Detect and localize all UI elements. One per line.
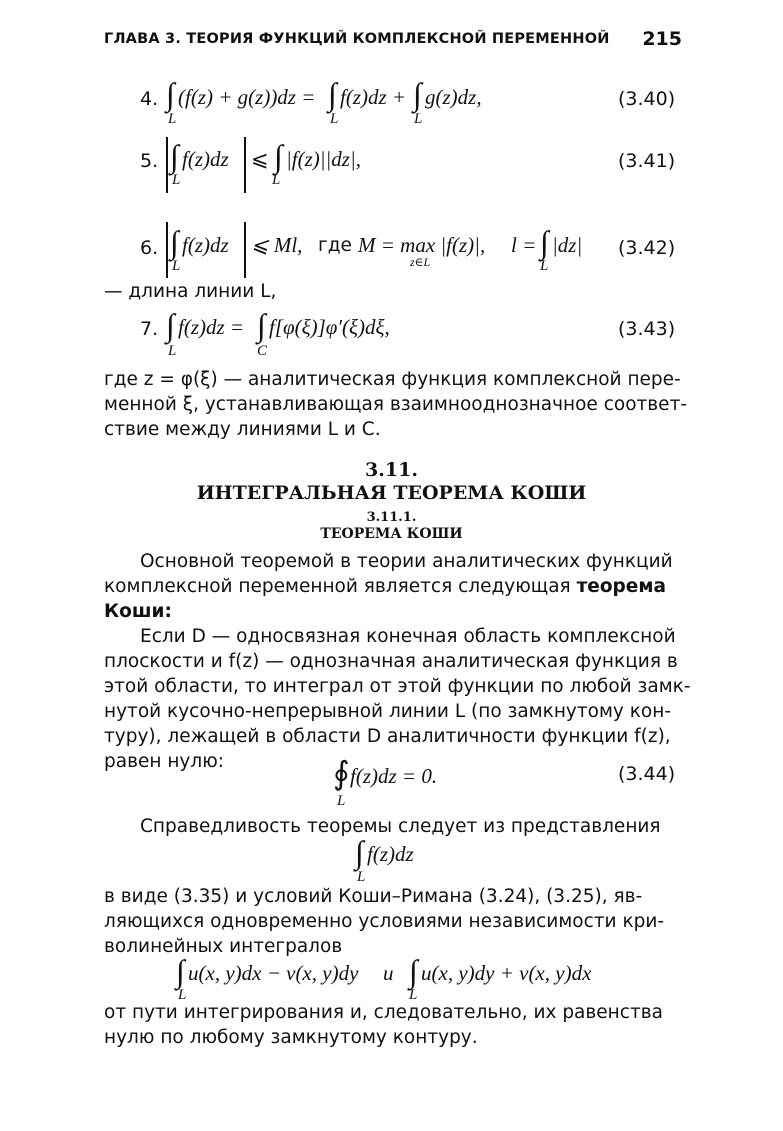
integral-sign: ∫: [170, 224, 179, 260]
body-line: нулю по любому замкнутому контуру.: [104, 1027, 478, 1048]
body-line: ляющихся одновременно условиями независимости кри-: [104, 911, 665, 932]
formula-text: (f(z) + g(z))dz =: [178, 85, 316, 109]
equation-number: (3.43): [618, 318, 676, 340]
equation-number: (3.41): [618, 150, 676, 172]
equation-number: (3.44): [618, 763, 676, 785]
body-line: в виде (3.35) и условий Коши–Римана (3.24), (3.25), яв-: [104, 886, 643, 907]
subsection-title: ТЕОРЕМА КОШИ: [320, 526, 463, 542]
body-line: от пути интегрирования и, следовательно, их равенства: [104, 1002, 663, 1023]
body-line: Если D — односвязная конечная область комплексной: [140, 626, 676, 647]
item-index: 6.: [140, 237, 159, 259]
body-line: где z = φ(ξ) — аналитическая функция комплексной пере-: [104, 369, 681, 390]
formula-text: f(z)dz: [367, 842, 414, 866]
formula-text: f[φ(ξ)]φ′(ξ)dξ,: [269, 315, 390, 339]
formula-text: |dz|: [552, 233, 583, 257]
formula-text: M = max |f(z)|,: [358, 233, 486, 257]
body-line: туру), лежащей в области D аналитичности функции f(z),: [104, 726, 671, 747]
contour-integral-sign: ∮: [333, 755, 350, 791]
body-line: волинейных интегралов: [104, 936, 343, 957]
formula-text: f(z)dz = 0.: [350, 764, 438, 788]
abs-bar: [166, 222, 168, 278]
integral-sign: ∫: [166, 76, 175, 112]
integral-sign: ∫: [170, 138, 179, 174]
integral-subscript: L: [172, 258, 181, 274]
integral-sign: ∫: [409, 953, 418, 989]
equation-number: (3.40): [618, 88, 676, 110]
integral-subscript: L: [172, 172, 181, 188]
formula-text: l =: [511, 233, 537, 257]
integral-sign: ∫: [176, 953, 185, 989]
integral-sign: ∫: [257, 307, 266, 343]
abs-bar: [244, 222, 246, 278]
integral-subscript: L: [272, 172, 281, 188]
bold-term: теорема: [576, 576, 666, 597]
formula-text: u(x, y)dx − v(x, y)dy: [188, 961, 359, 985]
body-line: менной ξ, устанавливающая взаимнооднозначное соответ-: [104, 394, 688, 415]
integral-subscript: L: [409, 987, 418, 1003]
running-header: [104, 28, 682, 52]
integral-subscript: L: [168, 343, 177, 359]
integral-sign: ∫: [413, 76, 422, 112]
section-title: ИНТЕГРАЛЬНАЯ ТЕОРЕМА КОШИ: [196, 482, 587, 504]
integral-sign: ∫: [166, 307, 175, 343]
body-line: равен нулю:: [104, 751, 225, 772]
integral-subscript: L: [337, 793, 346, 809]
integral-subscript: L: [357, 869, 366, 885]
integral-subscript: L: [178, 987, 187, 1003]
abs-bar: [244, 137, 246, 193]
item-index: 5.: [140, 150, 159, 172]
section-number: 3.11.: [365, 459, 418, 481]
subsection-number: 3.11.1.: [366, 510, 417, 525]
max-subscript: z∈L: [410, 255, 431, 269]
body-line: нутой кусочно-непрерывной линии L (по замкнутому кон-: [104, 701, 672, 722]
abs-bar: [166, 137, 168, 193]
body-line: Основной теоремой в теории аналитических функций: [140, 551, 673, 572]
relation-sign: ⩽: [251, 147, 269, 171]
body-line: этой области, то интеграл от этой функции по любой замк-: [104, 676, 691, 697]
integral-subscript: L: [414, 111, 423, 127]
integral-sign: ∫: [355, 834, 364, 870]
integral-subscript: C: [257, 343, 268, 359]
body-line: ствие между линиями L и C.: [104, 419, 381, 440]
formula-text: u(x, y)dy + v(x, y)dx: [421, 961, 592, 985]
formula-text: f(z)dz =: [178, 315, 245, 339]
integral-subscript: L: [540, 258, 549, 274]
body-line: комплексной переменной является следующая теорема: [104, 576, 666, 597]
page-number: 215: [642, 28, 682, 50]
body-line: плоскости и f(z) — однозначная аналитическая функция в: [104, 651, 678, 672]
formula-text: f(z)dz +: [340, 85, 407, 109]
formula-text: g(z)dz,: [425, 85, 482, 109]
formula-text: f(z)dz: [182, 147, 229, 171]
formula-text: |f(z)||dz|,: [286, 147, 362, 171]
relation-sign: ⩽ Ml,: [251, 233, 303, 257]
chapter-title: ГЛАВА 3. ТЕОРИЯ ФУНКЦИЙ КОМПЛЕКСНОЙ ПЕРЕМЕННОЙ: [104, 31, 610, 47]
bold-term: Коши:: [104, 601, 172, 622]
body-line: — длина линии L,: [104, 281, 277, 302]
integral-subscript: L: [168, 111, 177, 127]
integral-subscript: L: [330, 111, 339, 127]
item-index: 4.: [140, 88, 159, 110]
formula-text: f(z)dz: [182, 233, 229, 257]
body-line: Справедливость теоремы следует из представления: [140, 816, 661, 837]
conjunction: и: [383, 961, 394, 985]
equation-number: (3.42): [618, 237, 676, 259]
item-index: 7.: [140, 318, 159, 340]
integral-sign: ∫: [328, 76, 337, 112]
integral-sign: ∫: [540, 224, 549, 260]
integral-sign: ∫: [274, 138, 283, 174]
where-word: где: [318, 235, 352, 256]
